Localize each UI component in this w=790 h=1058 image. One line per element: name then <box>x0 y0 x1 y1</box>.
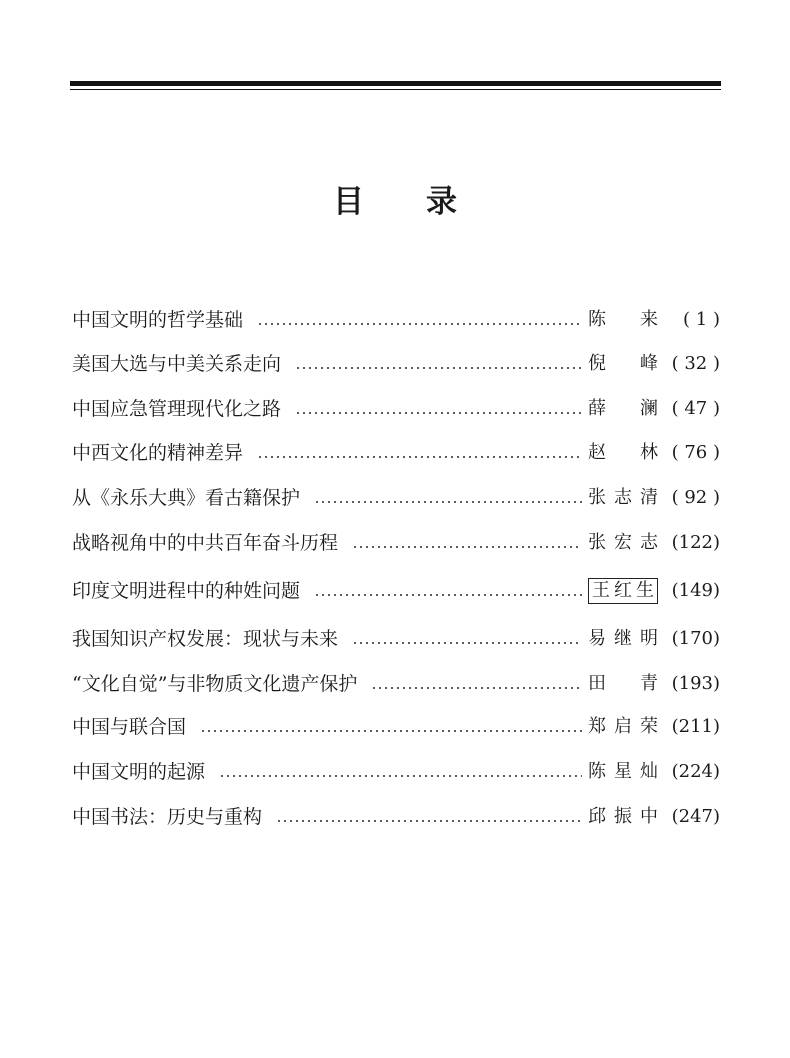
toc-entry <box>72 483 720 513</box>
toc-entry-page: ( 1 ) <box>683 309 720 330</box>
toc-entry-page: (170) <box>671 628 720 649</box>
page-title-right: 录 <box>426 184 457 220</box>
toc-entry-title: 我国知识产权发展：现状与未来 <box>72 628 339 650</box>
toc-entry-title: 中国与联合国 <box>72 716 187 738</box>
toc-entry <box>72 757 720 787</box>
toc-leader-dots <box>276 820 582 822</box>
toc-leader-dots <box>352 546 582 548</box>
toc-entry-author: 赵 林 <box>588 442 658 463</box>
toc-entry-author: 易继明 <box>588 628 658 649</box>
toc-entry-author: 张志清 <box>588 487 658 508</box>
toc-entry-title: 战略视角中的中共百年奋斗历程 <box>72 532 339 554</box>
toc-leader-dots <box>200 730 582 732</box>
toc-entry-title: 中国文明的哲学基础 <box>72 309 244 331</box>
toc-leader-dots <box>352 642 582 644</box>
toc-entry-title: 中西文化的精神差异 <box>72 442 244 464</box>
toc-entry-title: 中国文明的起源 <box>72 761 206 783</box>
toc-entry-page: ( 47 ) <box>671 398 720 419</box>
toc-entry <box>72 624 720 654</box>
toc-entry-page: (224) <box>671 761 720 782</box>
toc-leader-dots <box>295 412 582 414</box>
toc-entry-page: (193) <box>671 673 720 694</box>
toc-entry-page: (211) <box>671 716 720 737</box>
toc-entry-author: 王红生 <box>588 578 658 604</box>
toc-entry-title: 中国应急管理现代化之路 <box>72 398 282 420</box>
toc-entry <box>72 669 720 699</box>
toc-leader-dots <box>371 687 582 689</box>
toc-entry-page: ( 32 ) <box>671 353 720 374</box>
toc-entry <box>72 349 720 379</box>
toc-leader-dots <box>314 594 582 596</box>
toc-entry-author: 陈星灿 <box>588 761 658 782</box>
toc-entry-title: “文化自觉”与非物质文化遗产保护 <box>72 673 358 695</box>
toc-entry-author: 陈 来 <box>588 309 658 330</box>
toc-entry-author: 薛 澜 <box>588 398 658 419</box>
toc-entry-page: ( 92 ) <box>671 487 720 508</box>
toc-entry <box>72 394 720 424</box>
toc-entry <box>72 305 720 335</box>
toc-entry-title: 美国大选与中美关系走向 <box>72 353 282 375</box>
header-rule-thin <box>70 89 721 90</box>
toc-entry <box>72 576 720 606</box>
toc-entry-page: (122) <box>671 532 720 553</box>
toc-leader-dots <box>314 501 582 503</box>
toc-entry-title: 从《永乐大典》看古籍保护 <box>72 487 301 509</box>
toc-entry <box>72 438 720 468</box>
toc-entry-author: 郑启荣 <box>588 716 658 737</box>
toc-entry-title: 印度文明进程中的种姓问题 <box>72 580 301 602</box>
header-rule-thick <box>70 81 721 86</box>
page-title-left: 目 <box>333 184 364 220</box>
toc-leader-dots <box>257 323 582 325</box>
toc-entry-page: (247) <box>671 806 720 827</box>
toc-entry-author: 张宏志 <box>588 532 658 553</box>
toc-entry <box>72 712 720 742</box>
toc-entry-page: ( 76 ) <box>671 442 720 463</box>
toc-leader-dots <box>295 367 582 369</box>
toc-entry-title: 中国书法：历史与重构 <box>72 806 263 828</box>
toc-entry-author: 田 青 <box>588 673 658 694</box>
toc-entry-page: (149) <box>671 580 720 601</box>
toc-leader-dots <box>219 775 582 777</box>
toc-entry <box>72 528 720 558</box>
page-title <box>0 180 790 224</box>
toc-entry-author: 邱振中 <box>588 806 658 827</box>
toc-leader-dots <box>257 456 582 458</box>
toc-entry-author: 倪 峰 <box>588 353 658 374</box>
toc-entry <box>72 802 720 832</box>
